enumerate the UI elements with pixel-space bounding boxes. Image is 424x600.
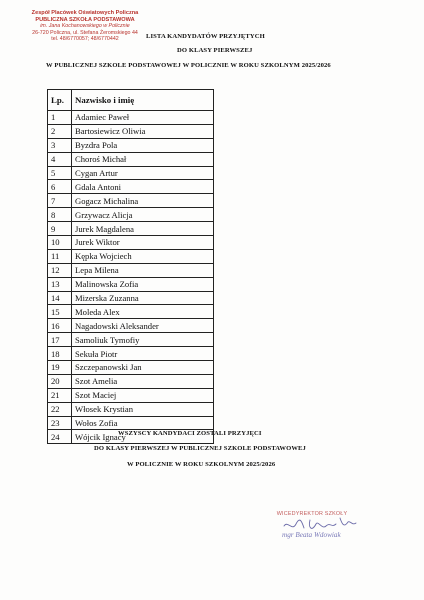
row-number: 7	[48, 194, 72, 208]
signatory-name: mgr Beata Wdowiak	[282, 531, 341, 539]
candidate-name: Samoliuk Tymofiy	[72, 333, 214, 347]
row-number: 23	[48, 416, 72, 430]
row-number: 5	[48, 166, 72, 180]
candidate-name: Moleda Alex	[72, 305, 214, 319]
row-number: 20	[48, 374, 72, 388]
row-number: 24	[48, 430, 72, 444]
stamp-line-2: PUBLICZNA SZKOŁA PODSTAWOWA	[35, 16, 135, 23]
row-number: 21	[48, 388, 72, 402]
candidate-name: Włosek Krystian	[72, 402, 214, 416]
table-row	[48, 138, 214, 152]
candidate-name: Adamiec Paweł	[72, 111, 214, 125]
column-header-name: Nazwisko i imię	[72, 90, 214, 111]
candidate-name: Lepa Milena	[72, 263, 214, 277]
candidate-name: Wójcik Ignacy	[72, 430, 214, 444]
table-row	[48, 402, 214, 416]
row-number: 8	[48, 208, 72, 222]
footer-line-3: W POLICZNIE W ROKU SZKOLNYM 2025/2026	[127, 461, 276, 468]
table-header-row	[48, 90, 214, 111]
row-number: 16	[48, 319, 72, 333]
candidate-name: Kępka Wojciech	[72, 249, 214, 263]
candidate-name: Szot Amelia	[72, 374, 214, 388]
candidate-name: Cygan Artur	[72, 166, 214, 180]
footer-line-2: DO KLASY PIERWSZEJ W PUBLICZNEJ SZKOLE PODSTAWOWEJ	[94, 445, 306, 452]
row-number: 11	[48, 249, 72, 263]
table-row	[48, 180, 214, 194]
document-title: LISTA KANDYDATÓW PRZYJĘTYCH	[146, 33, 265, 40]
school-line: W PUBLICZNEJ SZKOLE PODSTAWOWEJ W POLICZNIE W ROKU SZKOLNYM 2025/2026	[46, 62, 331, 69]
candidate-name: Gdala Antoni	[72, 180, 214, 194]
row-number: 19	[48, 361, 72, 375]
row-number: 6	[48, 180, 72, 194]
candidate-name: Byzdra Pola	[72, 138, 214, 152]
candidate-name: Szczepanowski Jan	[72, 361, 214, 375]
stamp-line-4: 26-720 Policzna, ul. Stefana Żeromskiego 44	[32, 29, 138, 36]
row-number: 12	[48, 263, 72, 277]
candidate-name: Wołos Zofia	[72, 416, 214, 430]
row-number: 10	[48, 236, 72, 250]
row-number: 13	[48, 277, 72, 291]
table-row	[48, 152, 214, 166]
table-row	[48, 208, 214, 222]
table-row	[48, 319, 214, 333]
table-row	[48, 111, 214, 125]
candidate-name: Sekuła Piotr	[72, 347, 214, 361]
row-number: 1	[48, 111, 72, 125]
candidate-name: Jurek Magdalena	[72, 222, 214, 236]
stamp-line-1: Zespół Placówek Oświatowych Policzna	[31, 10, 139, 16]
handwritten-signature	[262, 506, 372, 546]
row-number: 17	[48, 333, 72, 347]
table-row	[48, 166, 214, 180]
row-number: 18	[48, 347, 72, 361]
candidate-name: Grzywacz Alicja	[72, 208, 214, 222]
stamp-line-5: tel. 48/6770057; 48/6770442	[51, 36, 119, 43]
candidate-name: Jurek Wiktor	[72, 236, 214, 250]
vice-director-stamp: WICEDYREKTOR SZKOŁY	[276, 511, 348, 517]
row-number: 3	[48, 138, 72, 152]
column-header-lp: Lp.	[48, 90, 72, 111]
table-row	[48, 374, 214, 388]
class-line: DO KLASY PIERWSZEJ	[177, 47, 253, 54]
stamp-line-3: im. Jana Kochanowskiego w Policznie	[40, 23, 130, 30]
row-number: 2	[48, 124, 72, 138]
table-row	[48, 416, 214, 430]
candidate-name: Malinowska Zofia	[72, 277, 214, 291]
candidate-name: Bartosiewicz Oliwia	[72, 124, 214, 138]
table-row	[48, 263, 214, 277]
row-number: 4	[48, 152, 72, 166]
candidates-table	[47, 89, 214, 444]
table-row	[48, 305, 214, 319]
table-row	[48, 236, 214, 250]
table-row	[48, 249, 214, 263]
school-stamp	[10, 10, 160, 43]
candidate-name: Mizerska Zuzanna	[72, 291, 214, 305]
table-row	[48, 124, 214, 138]
row-number: 9	[48, 222, 72, 236]
table-row	[48, 361, 214, 375]
table-row	[48, 194, 214, 208]
table-row	[48, 222, 214, 236]
row-number: 14	[48, 291, 72, 305]
candidate-name: Gogacz Michalina	[72, 194, 214, 208]
row-number: 22	[48, 402, 72, 416]
candidate-name: Nagadowski Aleksander	[72, 319, 214, 333]
table-row	[48, 277, 214, 291]
table-row	[48, 347, 214, 361]
candidate-name: Choroś Michał	[72, 152, 214, 166]
table-row	[48, 333, 214, 347]
candidate-name: Szot Maciej	[72, 388, 214, 402]
table-row	[48, 388, 214, 402]
footer-line-1: WSZYSCY KANDYDACI ZOSTALI PRZYJĘCI	[118, 430, 262, 437]
table-row	[48, 291, 214, 305]
row-number: 15	[48, 305, 72, 319]
